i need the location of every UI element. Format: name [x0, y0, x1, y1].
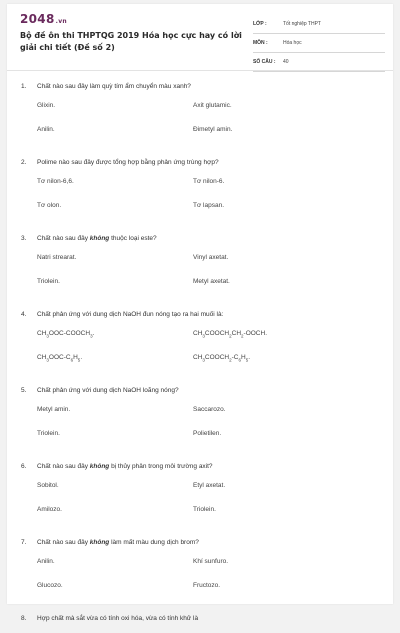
question-spacer — [20, 529, 382, 538]
question-text — [37, 310, 223, 320]
question-text — [37, 234, 157, 244]
meta-row-class — [253, 15, 385, 34]
answer-option[interactable]: Axit glutamic. — [193, 102, 232, 109]
question-text-part: Polime nào sau đây được tổng hợp bằng phản ứng trùng hợp? — [37, 159, 219, 166]
answer-option[interactable]: Glucozo. — [37, 582, 63, 589]
answer-option[interactable]: Triolein. — [37, 278, 60, 285]
option-row — [20, 277, 382, 301]
document-meta — [253, 15, 385, 72]
option-row — [20, 329, 382, 353]
answer-option[interactable]: Polietilen. — [193, 430, 222, 437]
question-stem — [20, 538, 382, 557]
question-item — [20, 538, 382, 614]
question-text — [37, 82, 191, 92]
option-row — [20, 101, 382, 125]
question-text-part: bị thủy phân trong môi trường axit? — [109, 463, 213, 470]
question-text-part: Hợp chất mà sắt vừa có tính oxi hóa, vừa có tính khử là — [37, 615, 199, 622]
option-row — [20, 353, 382, 377]
question-number: 6. — [21, 463, 27, 470]
logo-suffix: .vn — [55, 18, 67, 25]
answer-option[interactable]: Fructozo. — [193, 582, 221, 589]
question-stem — [20, 234, 382, 253]
question-item — [20, 158, 382, 234]
option-row — [20, 581, 382, 605]
question-item — [20, 462, 382, 538]
document-title: Bộ đề ôn thi THPTQG 2019 Hóa học cực hay có lời giải chi tiết (Đề số 2) — [20, 31, 242, 52]
answer-option[interactable]: $CH_3COOCH_2-C_6H_5$. — [193, 354, 251, 363]
question-emphasis: không — [89, 539, 110, 546]
question-number: 7. — [21, 539, 27, 546]
answer-option[interactable]: $CH_3COOCH_2CH_2$-OOCH. — [193, 330, 268, 339]
question-text-part: thuộc loại este? — [109, 235, 157, 242]
site-logo[interactable] — [20, 12, 67, 26]
option-row — [20, 405, 382, 429]
question-spacer — [20, 225, 382, 234]
question-text — [37, 462, 213, 472]
question-stem — [20, 614, 382, 633]
meta-key: SỐ CÂU : — [253, 59, 276, 65]
answer-option[interactable]: Tơ olon. — [37, 202, 62, 209]
option-row — [20, 429, 382, 453]
answer-option[interactable]: Sobitol. — [37, 482, 59, 489]
option-row — [20, 177, 382, 201]
answer-option[interactable]: Natri strearat. — [37, 254, 77, 261]
question-item — [20, 310, 382, 386]
option-row — [20, 481, 382, 505]
answer-option[interactable]: Metyl axetat. — [193, 278, 230, 285]
question-item — [20, 82, 382, 158]
answer-option[interactable]: Triolein. — [193, 506, 216, 513]
question-text-part: Chất nào sau đây làm quỳ tím ẩm chuyển màu xanh? — [37, 83, 191, 90]
answer-option[interactable]: Metyl amin. — [37, 406, 71, 413]
question-text-part: Chất nào sau đây — [37, 539, 90, 546]
question-number: 3. — [21, 235, 27, 242]
question-stem — [20, 158, 382, 177]
question-spacer — [20, 605, 382, 614]
answer-option[interactable]: Tơ lapsan. — [193, 202, 224, 209]
question-number: 5. — [21, 387, 27, 394]
question-text — [37, 538, 199, 548]
question-number: 1. — [21, 83, 27, 90]
meta-value: Tốt nghiệp THPT — [283, 21, 321, 27]
question-emphasis: không — [89, 463, 110, 470]
answer-option[interactable]: $CH_3OOC-COOCH_3$. — [37, 330, 95, 339]
answer-option[interactable]: Anilin. — [37, 558, 55, 565]
meta-key: MÔN : — [253, 40, 268, 46]
question-list — [20, 82, 382, 633]
question-text — [37, 386, 179, 396]
meta-key: LỚP : — [253, 21, 267, 27]
question-text-part: Chất nào sau đây — [37, 463, 90, 470]
question-text — [37, 614, 198, 624]
question-item — [20, 386, 382, 462]
answer-option[interactable]: Vinyl axetat. — [193, 254, 229, 261]
answer-option[interactable]: Etyl axetat. — [193, 482, 226, 489]
question-spacer — [20, 377, 382, 386]
option-row — [20, 557, 382, 581]
question-stem — [20, 462, 382, 481]
answer-option[interactable]: Tơ nilon-6. — [193, 178, 225, 185]
logo-text: 2048 — [20, 12, 55, 26]
answer-option[interactable]: Tơ nilon-6,6. — [37, 178, 74, 185]
question-text-part: Chất phản ứng với dung dịch NaOH đun nóng tạo ra hai muối là: — [37, 311, 224, 318]
question-number: 8. — [21, 615, 27, 622]
question-stem — [20, 386, 382, 405]
question-text-part: Chất phản ứng với dung dịch NaOH loãng nóng? — [37, 387, 179, 394]
option-row — [20, 505, 382, 529]
question-spacer — [20, 149, 382, 158]
question-text-part: làm mất màu dung dịch brom? — [109, 539, 199, 546]
question-text-part: Chất nào sau đây — [37, 235, 90, 242]
answer-option[interactable]: Glixin. — [37, 102, 56, 109]
document-page — [7, 4, 393, 622]
meta-value: Hóa học — [283, 40, 302, 46]
meta-row-subject — [253, 34, 385, 53]
option-row — [20, 253, 382, 277]
question-stem — [20, 82, 382, 101]
answer-option[interactable]: Anilin. — [37, 126, 55, 133]
header-divider — [7, 70, 393, 71]
option-row — [20, 201, 382, 225]
answer-option[interactable]: Đimetyl amin. — [193, 126, 233, 133]
meta-value: 40 — [283, 59, 289, 65]
question-item — [20, 234, 382, 310]
question-spacer — [20, 453, 382, 462]
answer-option[interactable]: Triolein. — [37, 430, 60, 437]
option-row — [20, 125, 382, 149]
answer-option[interactable]: $CH_3OOC-C_6H_5$. — [37, 354, 83, 363]
question-text — [37, 158, 219, 168]
question-item — [20, 614, 382, 633]
answer-option[interactable]: Khí sunfuro. — [193, 558, 229, 565]
question-stem — [20, 310, 382, 329]
question-number: 4. — [21, 311, 27, 318]
answer-option[interactable]: Amilozo. — [37, 506, 62, 513]
question-spacer — [20, 301, 382, 310]
document-header — [7, 4, 393, 72]
question-emphasis: không — [89, 235, 110, 242]
question-number: 2. — [21, 159, 27, 166]
answer-option[interactable]: Saccarozo. — [193, 406, 226, 413]
